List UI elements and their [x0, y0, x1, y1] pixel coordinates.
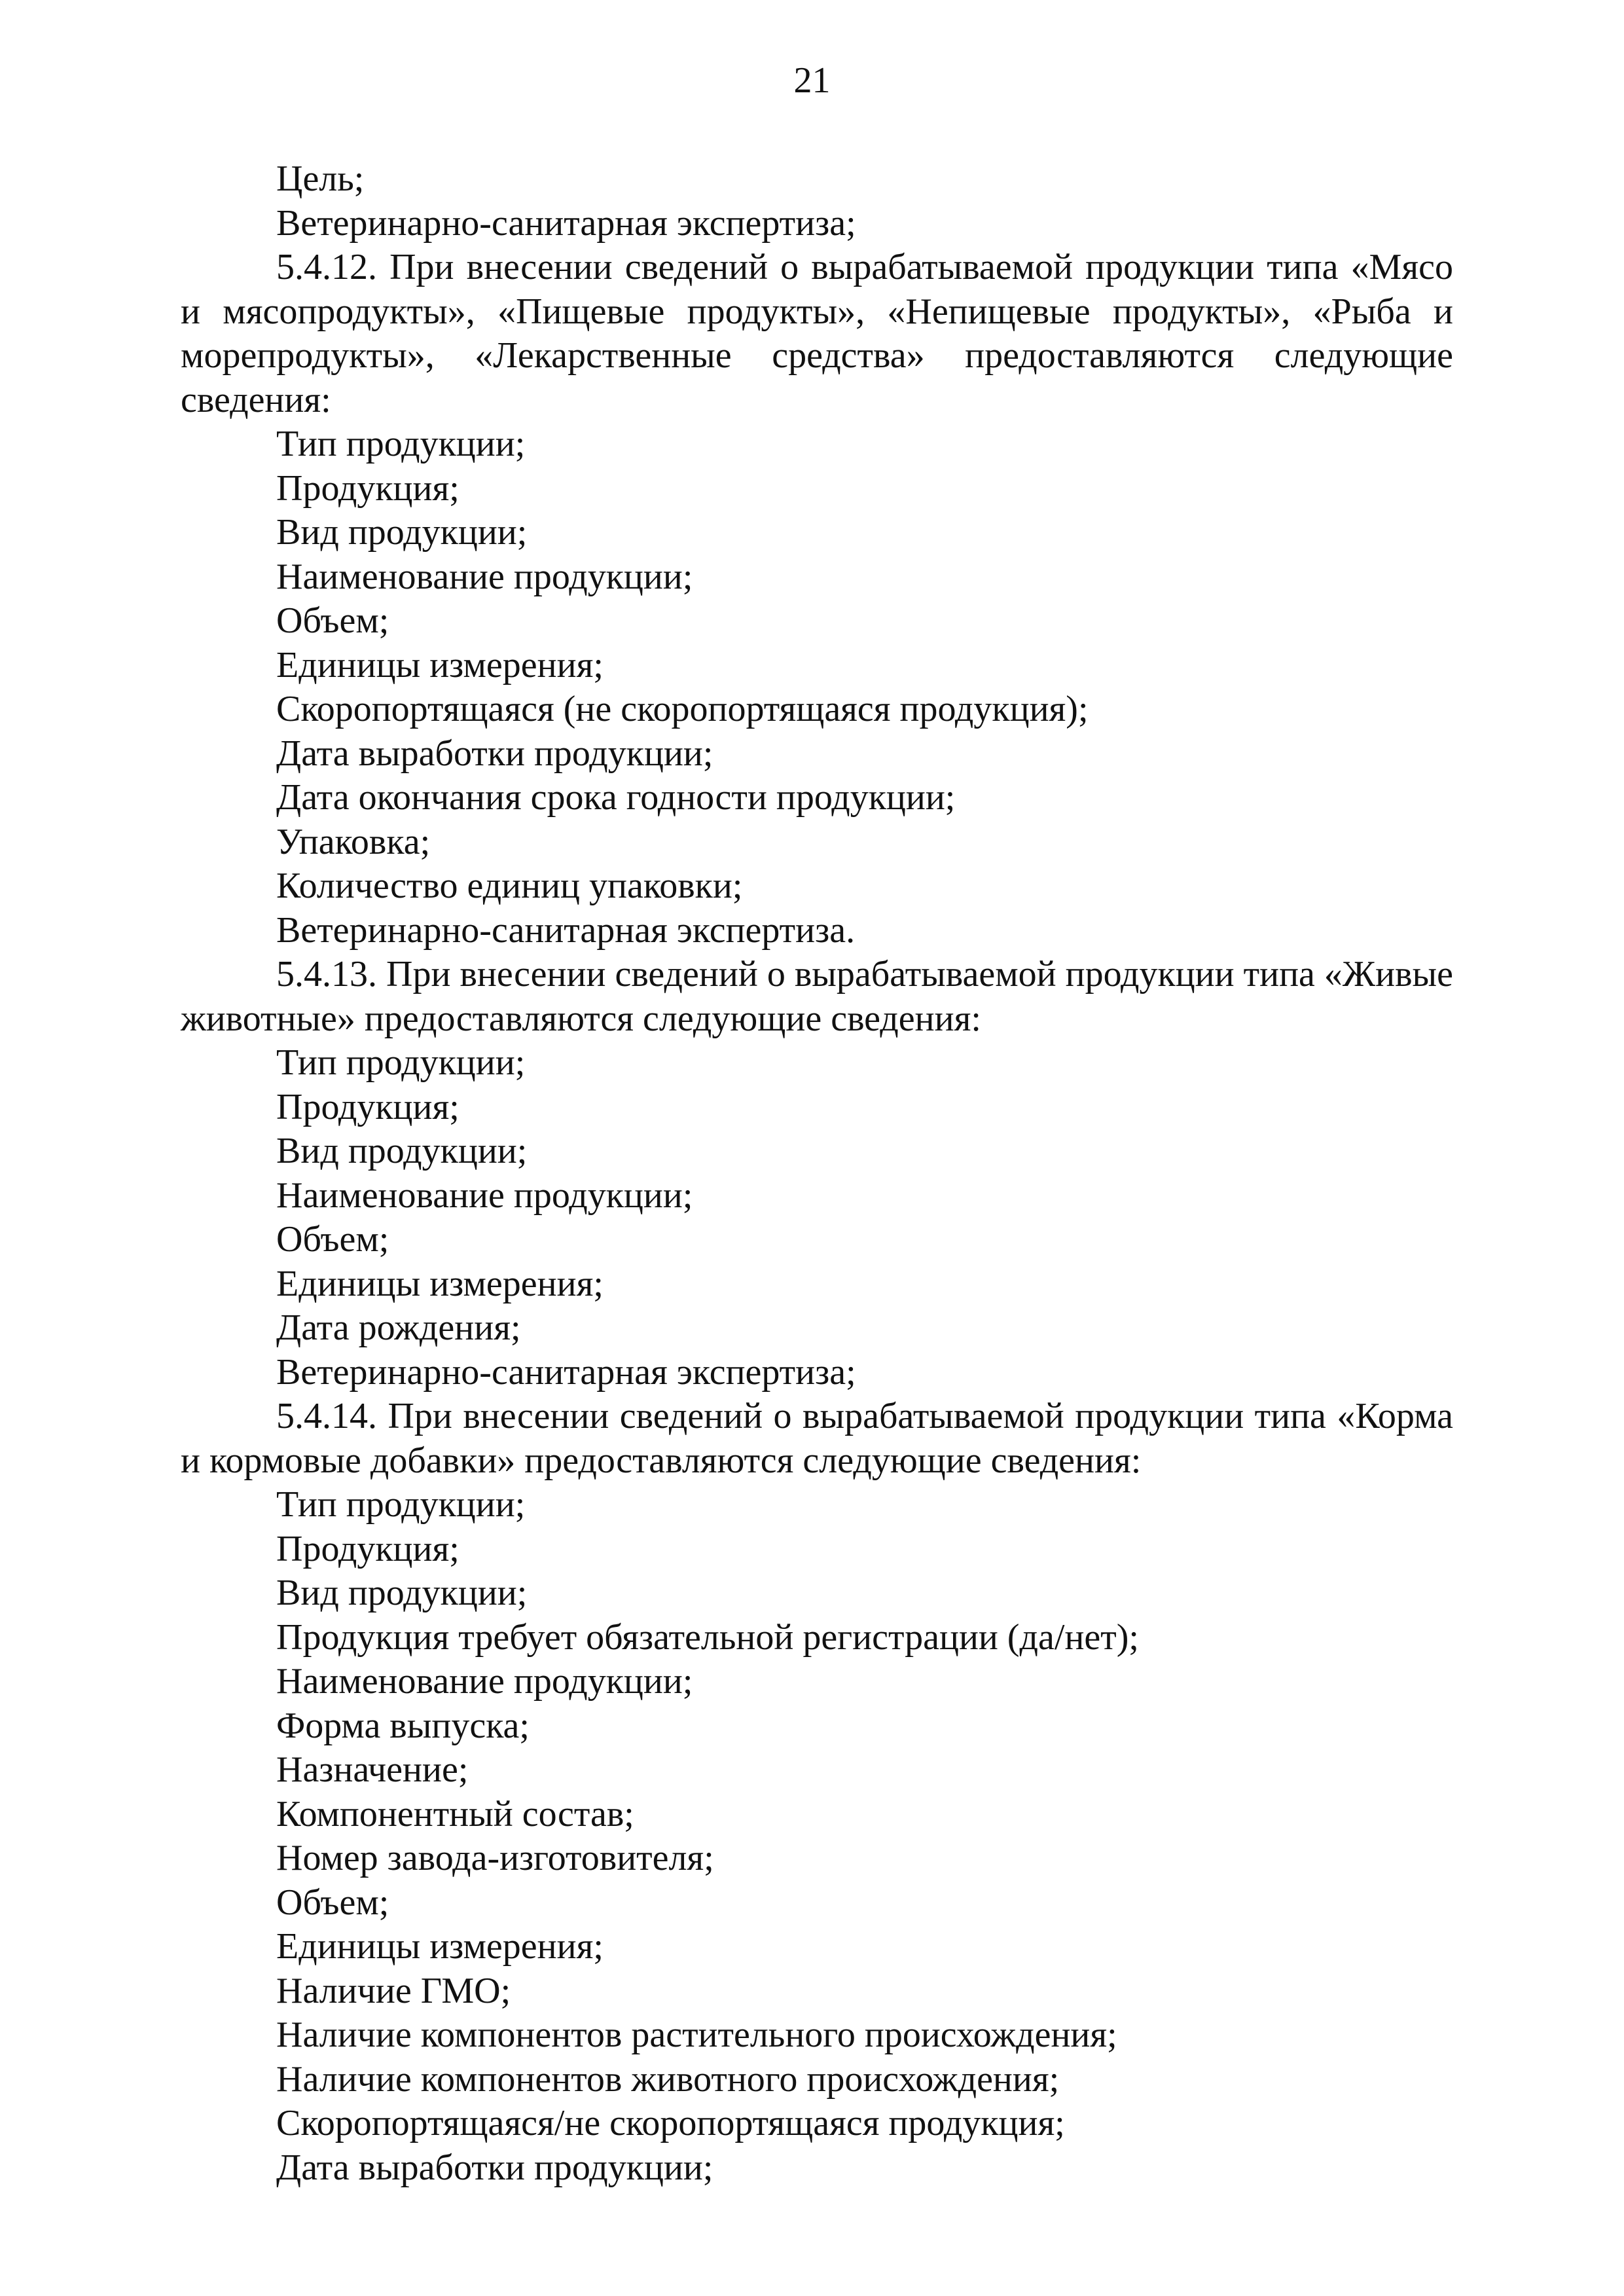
list-item: Цель;: [276, 158, 365, 199]
page-number: 21: [793, 60, 831, 101]
section-paragraph: 5.4.14. При внесении сведений о вырабатываемой продукции типа «Корма и кормовые добавки» предоставляются следующие сведения:: [181, 1396, 1453, 1481]
list-item: Скоропортящаяся/не скоропортящаяся продукция;: [276, 2103, 1065, 2143]
list-item: Тип продукции;: [276, 1042, 526, 1083]
sections-container: [181, 246, 1453, 2190]
list-item: Компонентный состав;: [276, 1793, 634, 1834]
list-item: Объем;: [276, 1882, 389, 1923]
list-item: Продукция;: [276, 1528, 460, 1569]
list-item: Наличие ГМО;: [276, 1970, 511, 2011]
list-item: Объем;: [276, 1219, 389, 1260]
section-block: [181, 1394, 1453, 2190]
list-item: Наименование продукции;: [276, 1175, 693, 1216]
list-item: Единицы измерения;: [276, 1926, 604, 1967]
section-block: [181, 953, 1453, 1394]
section-paragraph: 5.4.12. При внесении сведений о вырабатываемой продукции типа «Мясо и мясопродукты», «Пищевые продукты», «Непищевые продукты», «Рыба и морепродукты», «Лекарственные средства» предоставляются следующие сведения:: [181, 247, 1453, 420]
list-item: Ветеринарно-санитарная экспертиза;: [276, 1351, 856, 1393]
list-item: Дата окончания срока годности продукции;: [276, 777, 956, 818]
list-item: Объем;: [276, 600, 389, 641]
list-item: Упаковка;: [276, 821, 431, 862]
list-item: Вид продукции;: [276, 1131, 528, 1171]
list-item: Наименование продукции;: [276, 556, 693, 597]
list-item: Дата выработки продукции;: [276, 2147, 713, 2188]
list-item: Единицы измерения;: [276, 1263, 604, 1304]
list-item: Дата выработки продукции;: [276, 733, 713, 774]
list-item: Наличие компонентов растительного происхождения;: [276, 2014, 1117, 2055]
section-block: [181, 246, 1453, 953]
list-item: Тип продукции;: [276, 1484, 526, 1525]
list-item: Наименование продукции;: [276, 1661, 693, 1702]
list-item: Ветеринарно-санитарная экспертиза.: [276, 909, 856, 951]
list-item: Вид продукции;: [276, 512, 528, 553]
document-body: [181, 157, 1453, 2190]
list-item: Единицы измерения;: [276, 644, 604, 685]
list-item: Назначение;: [276, 1749, 469, 1790]
list-item: Ветеринарно-санитарная экспертиза;: [276, 202, 856, 244]
section-item-list: [181, 1041, 1453, 1394]
list-item: Скоропортящаяся (не скоропортящаяся продукция);: [276, 689, 1089, 729]
list-item: Форма выпуска;: [276, 1705, 530, 1746]
list-item: Наличие компонентов животного происхождения;: [276, 2058, 1060, 2100]
list-item: Вид продукции;: [276, 1573, 528, 1613]
section-item-list: [181, 1483, 1453, 2190]
list-item: Тип продукции;: [276, 424, 526, 464]
section-item-list: [181, 422, 1453, 953]
list-item: Количество единиц упаковки;: [276, 866, 743, 906]
list-item: Продукция требует обязательной регистрации (да/нет);: [276, 1616, 1139, 1658]
list-item: Продукция;: [276, 1086, 460, 1127]
list-item: Номер завода-изготовителя;: [276, 1838, 714, 1878]
list-item: Дата рождения;: [276, 1307, 521, 1348]
section-paragraph: 5.4.13. При внесении сведений о вырабатываемой продукции типа «Живые животные» предоставляются следующие сведения:: [181, 954, 1453, 1039]
intro-list: [181, 157, 1453, 246]
list-item: Продукция;: [276, 467, 460, 509]
